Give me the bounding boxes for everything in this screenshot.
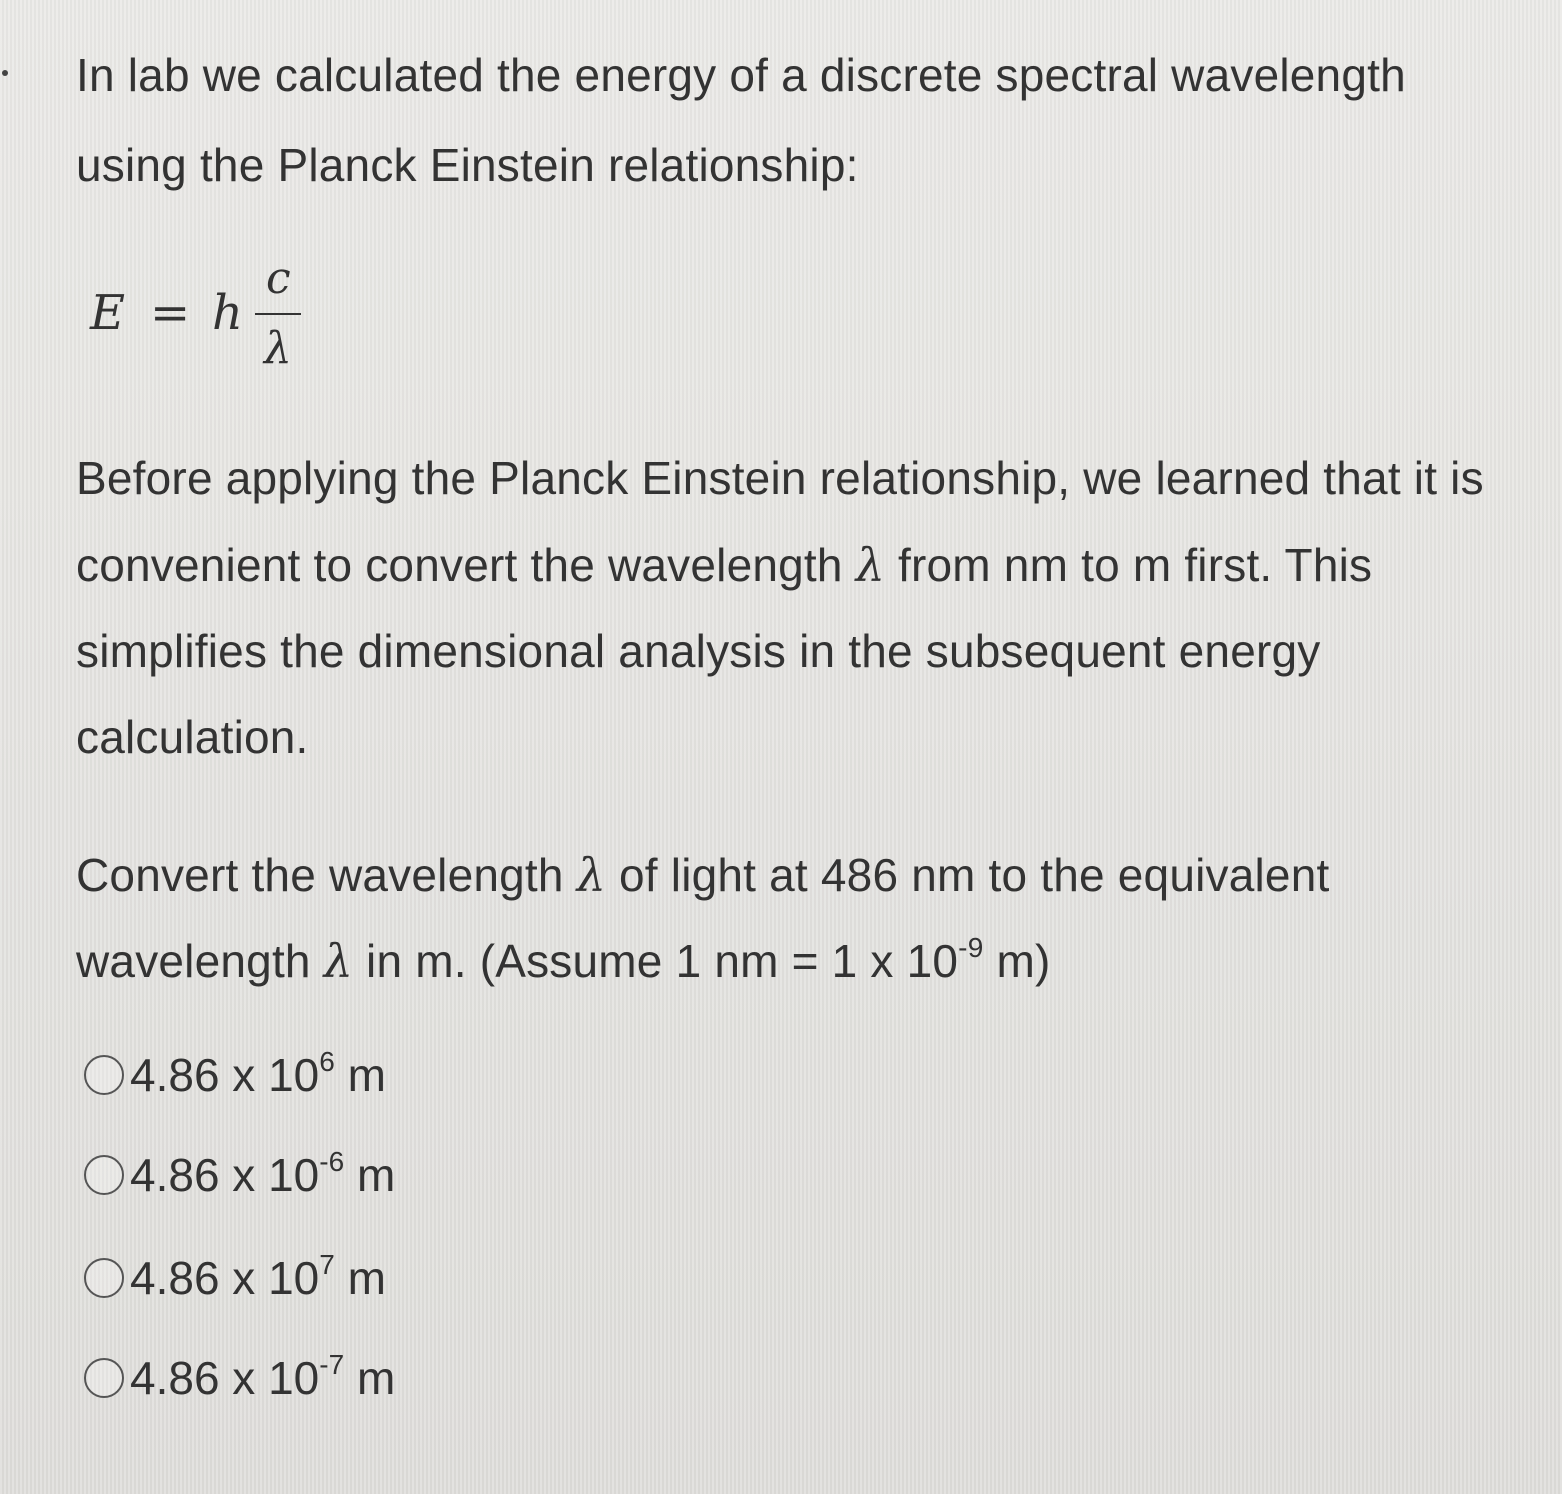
radio-button[interactable] <box>84 1358 124 1398</box>
option-label <box>130 1351 395 1405</box>
option-base: 4.86 x 10 <box>130 1149 320 1201</box>
formula-denominator: λ <box>264 323 292 374</box>
option-unit: m <box>344 1149 396 1201</box>
radio-button[interactable] <box>84 1258 124 1298</box>
para2-line-2 <box>76 538 1373 592</box>
option-base: 4.86 x 10 <box>130 1352 320 1404</box>
prompt-line-1 <box>76 848 1330 902</box>
option-label <box>130 1148 395 1202</box>
answer-option-1[interactable] <box>84 1045 386 1105</box>
option-label <box>130 1251 386 1305</box>
para2-line-2-text-a: convenient to convert the wavelength <box>76 539 856 591</box>
formula-energy-symbol: E <box>90 285 126 341</box>
answer-option-2[interactable] <box>84 1145 395 1205</box>
prompt-line-1-text-b: of light at 486 nm to the equivalent <box>606 849 1330 901</box>
formula-planck-constant: h <box>212 285 243 341</box>
option-unit: m <box>344 1352 396 1404</box>
para2-line-4: calculation. <box>76 711 309 763</box>
option-base: 4.86 x 10 <box>130 1049 320 1101</box>
formula-fraction-bar <box>255 313 301 315</box>
prompt-line-2-text-c: m) <box>983 935 1051 987</box>
intro-line-1: In lab we calculated the energy of a discrete spectral wavelength <box>76 49 1406 101</box>
para2-line-3: simplifies the dimensional analysis in the subsequent energy <box>76 625 1321 677</box>
prompt-line-2-text-b: in m. (Assume 1 nm = 1 x 10 <box>353 935 959 987</box>
para2-line-1: Before applying the Planck Einstein relationship, we learned that it is <box>76 452 1484 504</box>
option-exponent: -7 <box>319 1349 345 1380</box>
prompt-line-2 <box>76 932 1051 988</box>
option-base: 4.86 x 10 <box>130 1252 320 1304</box>
radio-button[interactable] <box>84 1155 124 1195</box>
answer-option-3[interactable] <box>84 1248 386 1308</box>
list-bullet <box>2 70 8 76</box>
option-exponent: -6 <box>319 1146 345 1177</box>
lambda-symbol: λ <box>323 934 354 988</box>
option-label <box>130 1048 386 1102</box>
intro-line-2: using the Planck Einstein relationship: <box>76 139 859 191</box>
lambda-symbol: λ <box>855 538 886 592</box>
option-exponent: 6 <box>319 1046 335 1077</box>
para2-line-2-text-b: from nm to m first. This <box>885 539 1373 591</box>
option-unit: m <box>334 1252 386 1304</box>
option-exponent: 7 <box>319 1249 335 1280</box>
radio-button[interactable] <box>84 1055 124 1095</box>
formula-equals: = <box>150 285 191 341</box>
option-unit: m <box>334 1049 386 1101</box>
prompt-exponent: -9 <box>958 932 984 963</box>
answer-option-4[interactable] <box>84 1348 395 1408</box>
lambda-symbol: λ <box>576 848 607 902</box>
formula-numerator: c <box>266 253 291 304</box>
prompt-line-2-text-a: wavelength <box>76 935 324 987</box>
prompt-line-1-text-a: Convert the wavelength <box>76 849 577 901</box>
